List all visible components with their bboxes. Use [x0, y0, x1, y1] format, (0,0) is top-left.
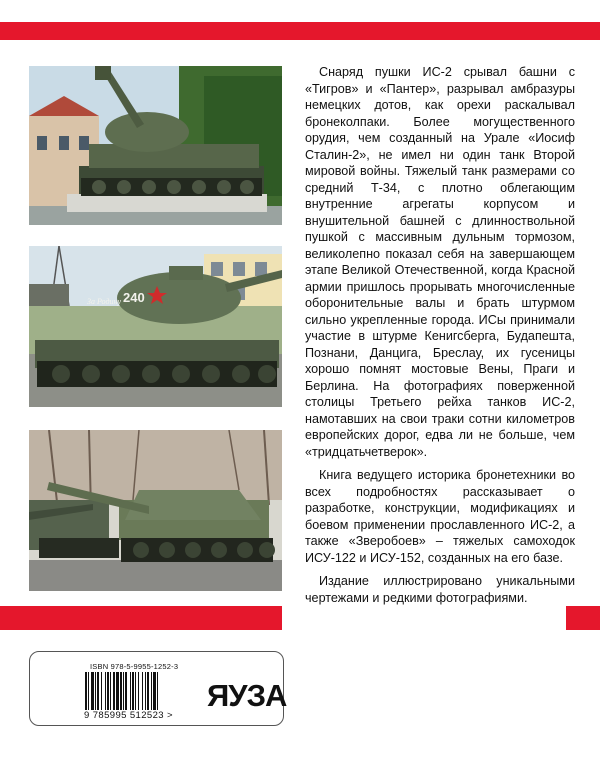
top-red-stripe	[0, 22, 600, 40]
isbn-label: ISBN 978-5-9955-1252-3	[90, 662, 179, 671]
isbn-panel	[29, 651, 287, 726]
photo-is2-museum	[29, 246, 282, 407]
bottom-red-stripe-left	[0, 606, 282, 630]
tank-photo-icon	[29, 246, 282, 407]
blurb-paragraph-1: Снаряд пушки ИС-2 срывал башни с «Тигров» и «Пантер», разрывал амбразуры немецких дотов, как орехи раскалывал бронеколпаки. Более могущественного орудия, чем созданный на Урале «Иосиф Сталин-2», не имел ни один танк Второй мировой войны. Тяжелый танк размерами со средний Т-34, с плотно облегающим внутренние агрегаты корпусом и внушительной башней с длинноствольной пушкой с массивным дульным тормозом, великолепно показал себя на завершающем этапе Великой Отечественной, когда Красной армии пришлось прорывать многочисленные оборонительные валы и брать штурмом сильно укрепленные города. ИСы принимали участие в штурме Кенигсберга, Будапешта, Познани, Данцига, Бреслау, их гусеницы хорошо помнят мостовые Вены, Праги и Берлина. На фотографиях поверженной столицы Третьего рейха танков ИС-2, намотавших на свои траки сотни километров европейских дорог, едва ли не больше, чем «тридцатьчетверок».	[305, 65, 575, 459]
tank-photo-icon	[29, 66, 282, 225]
hull-marking: 240	[123, 290, 145, 305]
turret-slogan: За Родину	[87, 297, 122, 306]
cover-blurb	[305, 64, 575, 613]
blurb-paragraph-2: Книга ведущего историка бронетехники во всех подробностях рассказывает о разработке, конструкции, модификациях и боевом применении прославленного ИС-2, а также «Зверобоев» – тяжелых самоходок ИСУ-122 и ИСУ-152, созданных на его базе.	[305, 468, 575, 565]
blurb-paragraph-3: Издание иллюстрировано уникальными чертежами и редкими фотографиями.	[305, 574, 575, 605]
photo-isu-spg	[29, 430, 282, 591]
photo-is2-monument	[29, 66, 282, 225]
barcode-icon	[85, 672, 189, 710]
publisher-logo: ЯУЗА	[207, 678, 287, 713]
isbn-digits: 9 785995 512523 >	[84, 710, 173, 721]
tank-photo-icon	[29, 430, 282, 591]
